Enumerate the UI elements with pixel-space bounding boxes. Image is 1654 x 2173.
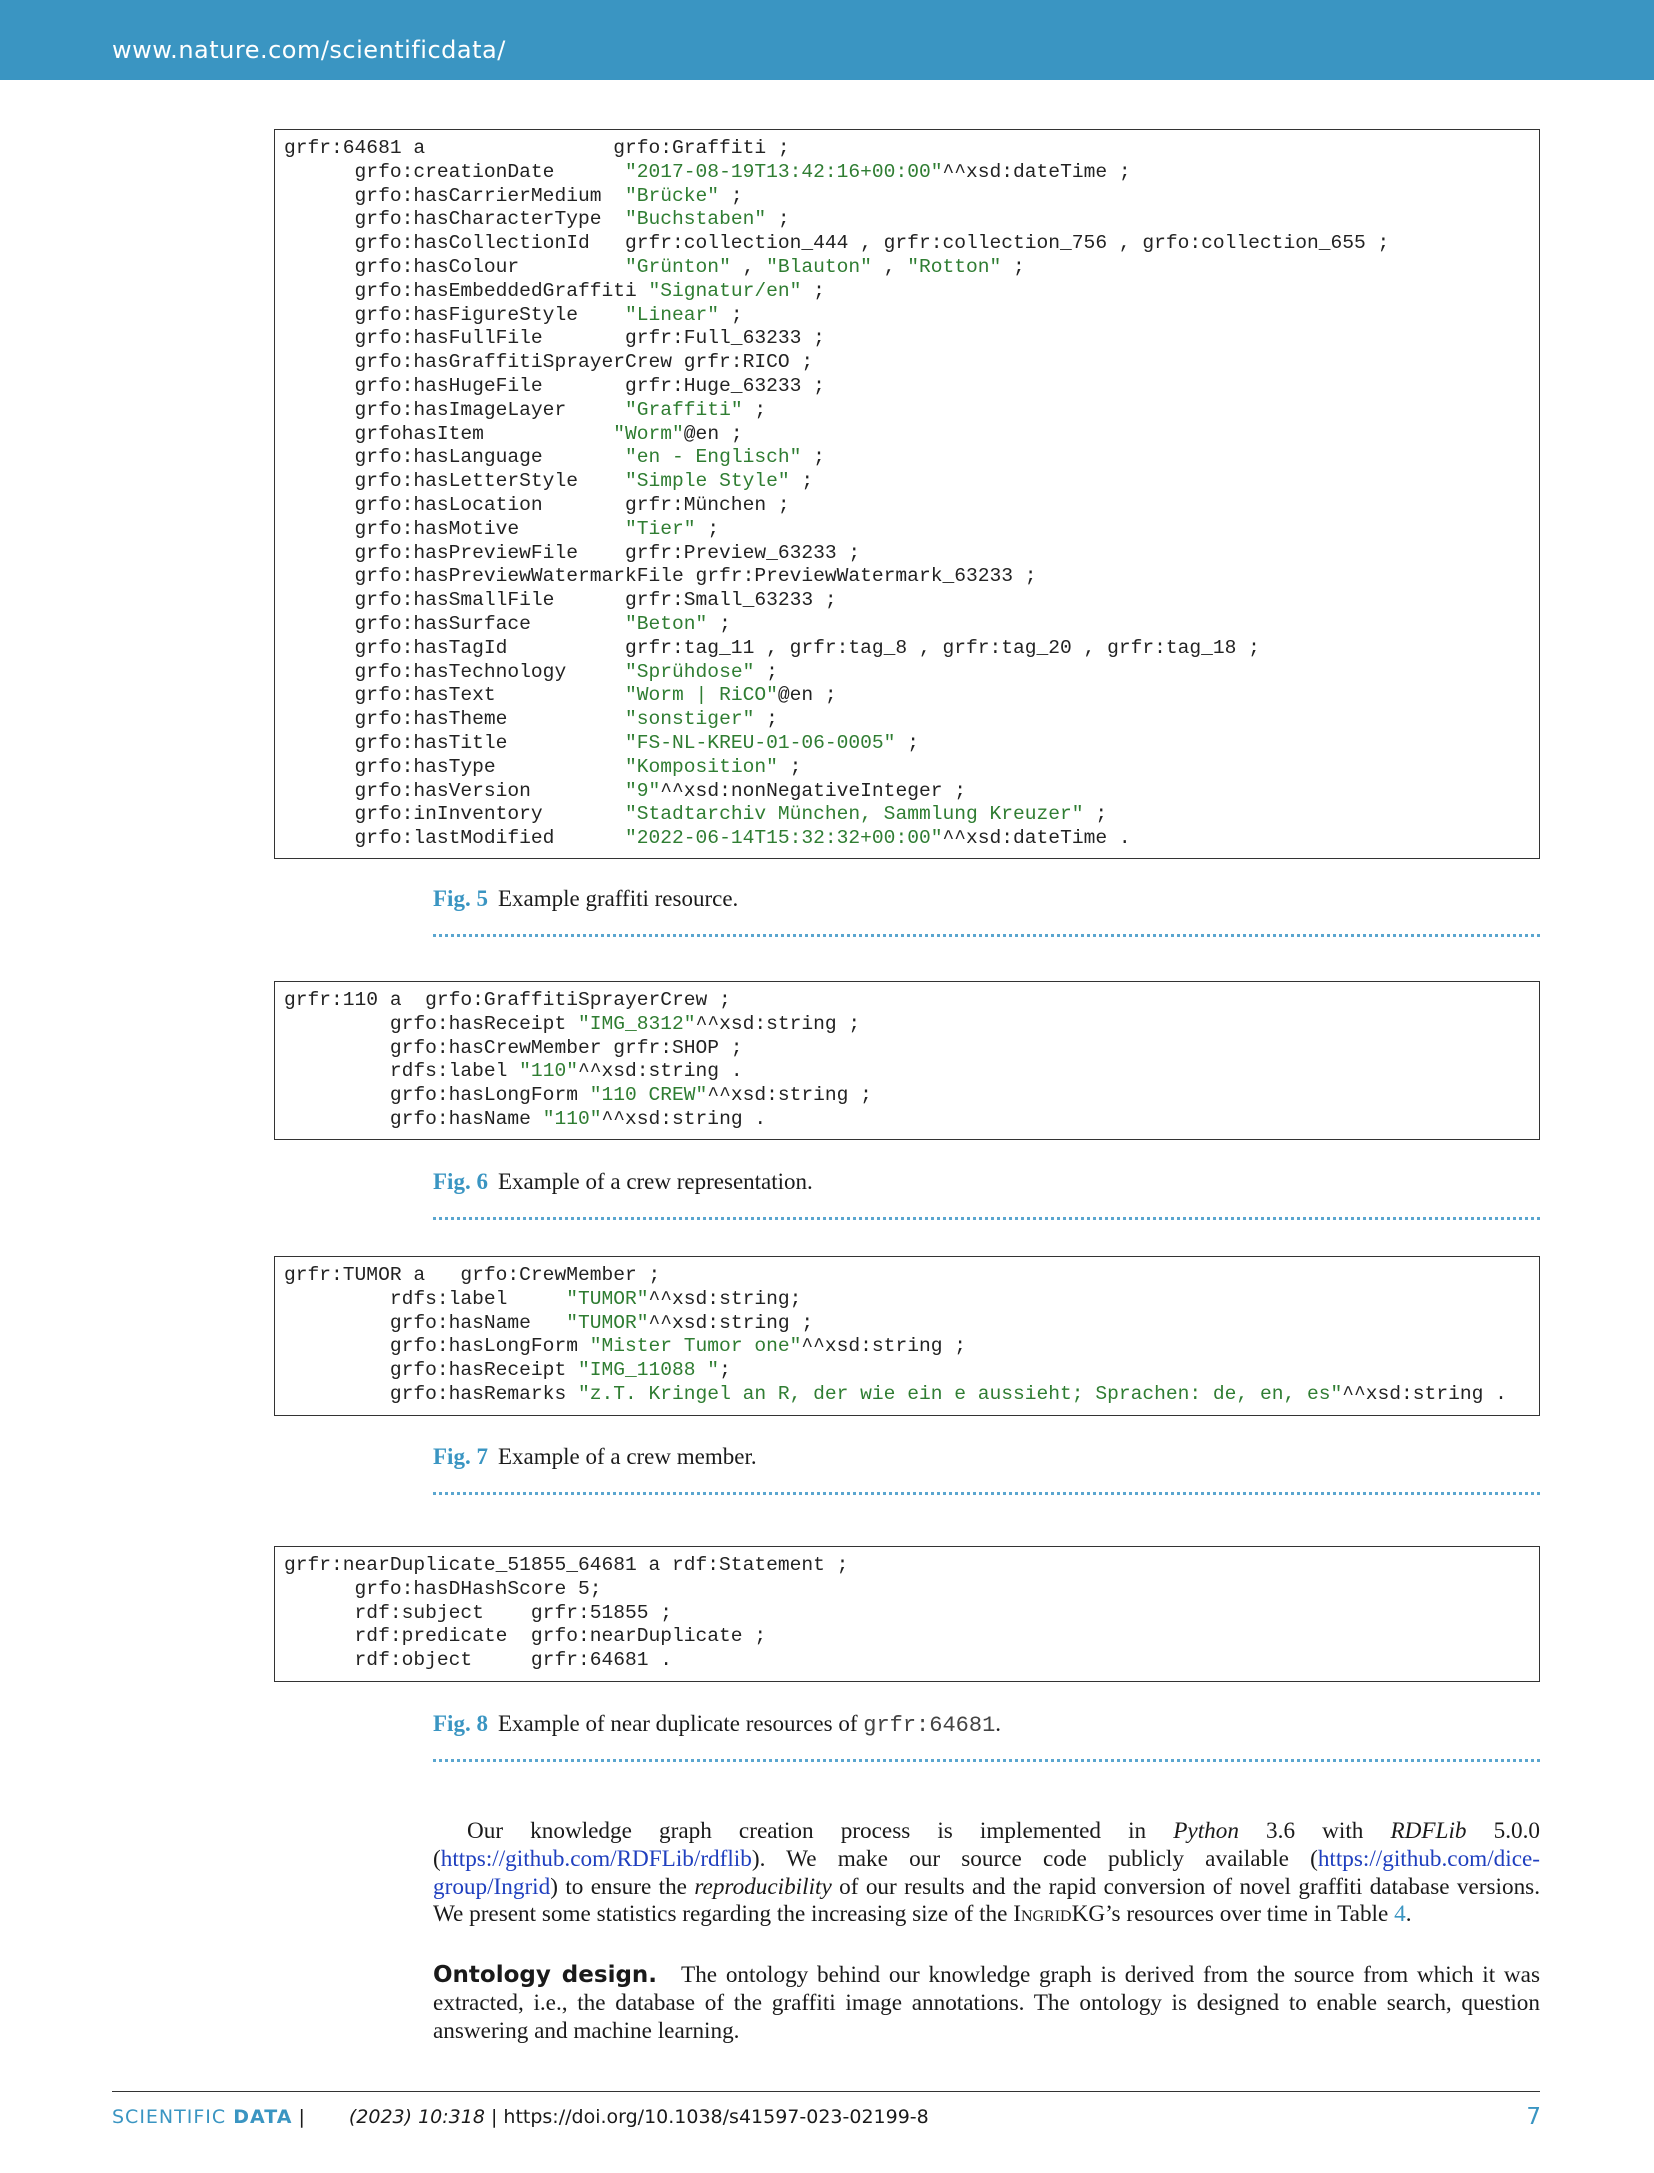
string-literal: "Brücke" [625,184,720,207]
code-token: ; [1001,255,1025,278]
code-token: ; [801,446,825,469]
code-listing [275,982,1539,1132]
code-token: grfr:nearDuplicate_51855_64681 a rdf:Statement ; [284,1554,849,1576]
code-token: grfo:hasLongForm [284,1084,590,1107]
code-block-fig6 [274,981,1540,1140]
code-token: grfo:hasText [284,684,625,707]
caption-text: Example of a crew representation. [497,1169,813,1194]
code-line [284,827,1539,851]
code-token: ; [719,303,743,326]
brand-text-bold: DATA [233,2106,293,2128]
text-run: ). We make our source code publicly available ( [751,1845,1318,1872]
code-listing [275,130,1539,851]
code-line [284,1602,1539,1626]
code-token: ^^xsd:string; [648,1287,802,1310]
code-line [284,1108,1539,1132]
string-literal: "Stadtarchiv München, Sammlung Kreuzer" [625,803,1084,826]
code-line [284,208,1539,232]
code-token: grfo:hasGraffitiSprayerCrew grfr:RICO ; [284,351,814,374]
code-line [284,161,1539,185]
code-token: grfo:hasTechnology [284,660,625,683]
text-run: of our results and the rapid conversion of novel graffiti database versions. We present some statistics regarding the increasing size of the [433,1873,1540,1928]
code-token: grfo:hasHugeFile grfr:Huge_63233 ; [284,374,825,397]
doi-link[interactable]: | https://doi.org/10.1038/s41597-023-02199-8 [484,2106,929,2128]
caption-divider [433,1492,1540,1495]
caption-divider [433,934,1540,937]
code-token: grfo:hasCrewMember grfr:SHOP ; [284,1036,743,1059]
string-literal: "IMG_8312" [577,1012,696,1035]
code-token: ; [766,208,790,231]
code-token: rdfs:label [284,1287,567,1310]
code-token: ^^xsd:dateTime ; [942,160,1131,183]
code-line [284,661,1539,685]
code-token: ^^xsd:string ; [707,1084,872,1107]
code-token: ^^xsd:dateTime . [942,827,1131,850]
figure-label[interactable]: Fig. 8 [433,1711,488,1736]
journal-brand [112,2106,292,2128]
text-run: 5.0.0 ( [433,1818,1540,1872]
caption-text: Example graffiti resource. [497,886,739,911]
code-token: ^^xsd:nonNegativeInteger ; [660,779,966,802]
ingrid-repo-link[interactable]: https://github.com/dice-group/Ingrid [433,1845,1540,1900]
code-token: grfr:110 a grfo:GraffitiSprayerCrew ; [284,989,731,1011]
code-token: ; [754,708,778,731]
code-line [284,756,1539,780]
paragraph-text: The ontology behind our knowledge graph is derived from the source from which it was extracted, i.e., the database of the graffiti image annotations. The ontology is designed to enable search, question answering and machine learning. [433,1962,1540,2044]
string-literal: "Rotton" [907,255,1002,278]
code-token: grfo:hasDHashScore 5; [284,1577,602,1600]
code-token: ^^xsd:string . [601,1107,767,1130]
string-literal: "sonstiger" [625,708,755,731]
code-token: rdf:object grfr:64681 . [284,1649,673,1672]
code-line [284,803,1539,827]
code-token: @en ; [777,684,837,707]
code-line [284,1084,1539,1108]
code-line [284,1312,1539,1336]
code-line [284,256,1539,280]
code-token: ^^xsd:string ; [801,1335,966,1358]
code-token: grfo:hasCarrierMedium [284,184,625,207]
code-token: ; [719,184,743,207]
body-paragraph-ontology [433,1962,1540,2045]
code-token: grfo:hasSmallFile grfr:Small_63233 ; [284,589,837,612]
code-line [284,351,1539,375]
code-line [284,780,1539,804]
code-token: grfo:hasTitle [284,731,625,754]
code-token: ^^xsd:string . [577,1060,743,1083]
code-token: ^^xsd:string ; [695,1012,861,1035]
code-line [284,1625,1539,1649]
code-token: ^^xsd:string . [1342,1382,1507,1405]
text-run: . [1405,1901,1412,1928]
figure-label[interactable]: Fig. 5 [433,886,488,911]
string-literal: "Worm" [613,422,684,445]
code-line [284,1359,1539,1383]
code-line [284,589,1539,613]
journal-header-bar [0,0,1654,80]
code-line [284,375,1539,399]
figure-caption-5 [433,886,738,912]
code-token: grfo:hasImageLayer [284,398,625,421]
code-token: grfo:hasLetterStyle [284,470,625,493]
code-token: ; [1083,803,1108,826]
string-literal: "IMG_11088 " [577,1359,720,1382]
code-token: grfo:hasSurface [284,612,625,635]
caption-code: grfr:64681 [863,1713,996,1738]
code-token: grfo:lastModified [284,827,625,850]
code-line [284,542,1539,566]
code-token: grfo:hasType [284,755,625,778]
table-reference-link[interactable]: 4 [1394,1901,1406,1928]
string-literal: "FS-NL-KREU-01-06-0005" [625,731,896,754]
code-line [284,1383,1539,1407]
code-token: grfo:hasFullFile grfr:Full_63233 ; [284,327,825,350]
text-run: Python [1173,1818,1239,1844]
code-line [284,1649,1539,1673]
code-token: grfo:hasReceipt [284,1012,578,1035]
code-token: ; [695,517,720,540]
string-literal: "Sprühdose" [625,660,755,683]
string-literal: "110" [519,1060,578,1083]
string-literal: "Tier" [625,517,696,540]
code-line [284,137,1539,161]
string-literal: "110 CREW" [589,1084,708,1107]
figure-label[interactable]: Fig. 6 [433,1169,488,1194]
code-line [284,446,1539,470]
code-line [284,280,1539,304]
code-token: grfo:hasVersion [284,779,625,802]
code-token: grfo:hasColour [284,255,625,278]
code-block-fig7 [274,1256,1540,1416]
code-token: ^^xsd:string ; [648,1311,814,1334]
string-literal: "Blauton" [766,255,872,278]
code-line [284,1288,1539,1312]
code-token: grfo:hasTheme [284,708,625,731]
string-literal: "z.T. Kringel an R, der wie ein e aussieht; Sprachen: de, en, es" [577,1382,1343,1405]
code-line [284,1264,1539,1288]
text-run: Ingrid [1013,1901,1072,1928]
code-token: , [871,255,908,278]
footer-divider [112,2091,1540,2092]
code-line [284,327,1539,351]
code-token: ; [719,1359,731,1382]
string-literal: "110" [542,1107,602,1130]
citation-volume: (2023) 10:318 [348,2106,485,2128]
string-literal: "Buchstaben" [625,208,767,231]
code-token: grfohasItem [284,422,614,445]
text-run: KG’s resources over time in Table [1071,1901,1395,1928]
text-run: reproducibility [694,1873,832,1900]
code-token: grfo:hasPreviewFile grfr:Preview_63233 ; [284,541,861,564]
code-token: grfo:hasFigureStyle [284,303,625,326]
code-token: grfo:hasReceipt [284,1359,578,1382]
brand-text: SCIENTIFIC [112,2106,234,2128]
string-literal: "en - Englisch" [625,446,802,469]
code-listing [275,1257,1539,1407]
figure-label[interactable]: Fig. 7 [433,1444,488,1469]
string-literal: "TUMOR" [566,1287,649,1310]
code-token: grfo:hasMotive [284,517,625,540]
journal-url[interactable]: www.nature.com/scientificdata/ [112,36,506,64]
code-listing [275,1547,1539,1673]
code-token: grfo:hasCollectionId grfr:collection_444 , grfr:collection_756 , grfo:collection_655 ; [284,232,1390,255]
code-line [284,423,1539,447]
code-line [284,399,1539,423]
page-footer [112,2106,929,2128]
code-token: grfo:hasLocation grfr:München ; [284,493,790,516]
code-token: grfo:hasName [284,1311,567,1334]
code-token: grfo:hasEmbeddedGraffiti [284,279,649,302]
code-block-fig8 [274,1546,1540,1682]
string-literal: "2022-06-14T15:32:32+00:00" [625,827,943,850]
code-line [284,1037,1539,1061]
code-block-fig5 [274,129,1540,859]
footer-separator: | [292,2106,305,2128]
code-line [284,637,1539,661]
code-token: grfo:hasTagId grfr:tag_11 , grfr:tag_8 , grfr:tag_20 , grfr:tag_18 ; [284,636,1260,659]
code-token: grfo:hasName [284,1107,543,1130]
string-literal: "Graffiti" [625,398,743,421]
section-heading: Ontology design. [433,1962,658,1988]
string-literal: "Worm | RiCO" [625,684,778,707]
code-token: grfr:64681 a grfo:Graffiti ; [284,137,790,159]
code-line [284,613,1539,637]
string-literal: "Linear" [625,303,720,326]
text-run: Our knowledge graph creation process is implemented in [467,1818,1174,1844]
string-literal: "TUMOR" [566,1311,649,1334]
caption-suffix: . [995,1711,1002,1736]
code-line [284,708,1539,732]
code-line [284,732,1539,756]
code-token: @en ; [683,422,743,445]
code-token: ; [742,398,767,421]
code-line [284,565,1539,589]
code-token: ; [789,470,814,493]
page-number: 7 [1526,2104,1541,2130]
code-token: grfo:hasCharacterType [284,208,625,231]
text-run: 3.6 with [1238,1818,1391,1844]
rdflib-link[interactable]: https://github.com/RDFLib/rdflib [440,1845,752,1872]
code-token: ; [707,612,731,635]
code-line [284,232,1539,256]
figure-caption-6 [433,1169,813,1195]
code-line [284,518,1539,542]
code-token: grfo:hasLanguage [284,446,625,469]
figure-caption-7 [433,1444,757,1470]
string-literal: "Mister Tumor one" [589,1335,802,1358]
code-line [284,1335,1539,1359]
code-token: grfo:hasLongForm [284,1335,590,1358]
code-line [284,1060,1539,1084]
string-literal: "Beton" [625,612,708,635]
code-token: , [730,255,767,278]
code-token: grfr:TUMOR a grfo:CrewMember ; [284,1264,661,1286]
caption-divider [433,1759,1540,1762]
text-run: ) to ensure the [550,1873,695,1900]
caption-divider [433,1217,1540,1220]
string-literal: "Signatur/en" [648,279,802,302]
code-token: ; [777,755,802,778]
code-line [284,1013,1539,1037]
text-run: RDFLib [1390,1818,1467,1844]
code-line [284,185,1539,209]
code-token: rdfs:label [284,1060,520,1083]
caption-text: Example of near duplicate resources of [497,1711,864,1736]
code-token: ; [895,731,919,754]
code-token: grfo:hasPreviewWatermarkFile grfr:PreviewWatermark_63233 ; [284,565,1037,588]
string-literal: "Simple Style" [625,470,790,493]
code-line [284,1554,1539,1578]
code-line [284,470,1539,494]
code-line [284,684,1539,708]
string-literal: "2017-08-19T13:42:16+00:00" [625,160,943,183]
code-token: rdf:subject grfr:51855 ; [284,1601,673,1624]
code-token: ; [754,660,778,683]
body-paragraph-implementation [433,1818,1540,1929]
code-token: grfo:hasRemarks [284,1382,578,1405]
code-line [284,1578,1539,1602]
code-token: ; [801,279,825,302]
string-literal: "9" [625,779,661,802]
string-literal: "Grünton" [625,255,731,278]
code-token: grfo:creationDate [284,160,625,183]
figure-caption-8 [433,1711,1001,1738]
caption-text: Example of a crew member. [497,1444,757,1469]
code-token: rdf:predicate grfo:nearDuplicate ; [284,1625,767,1648]
string-literal: "Komposition" [625,755,778,778]
code-line [284,304,1539,328]
code-line [284,989,1539,1013]
code-line [284,494,1539,518]
code-token: grfo:inInventory [284,803,625,826]
